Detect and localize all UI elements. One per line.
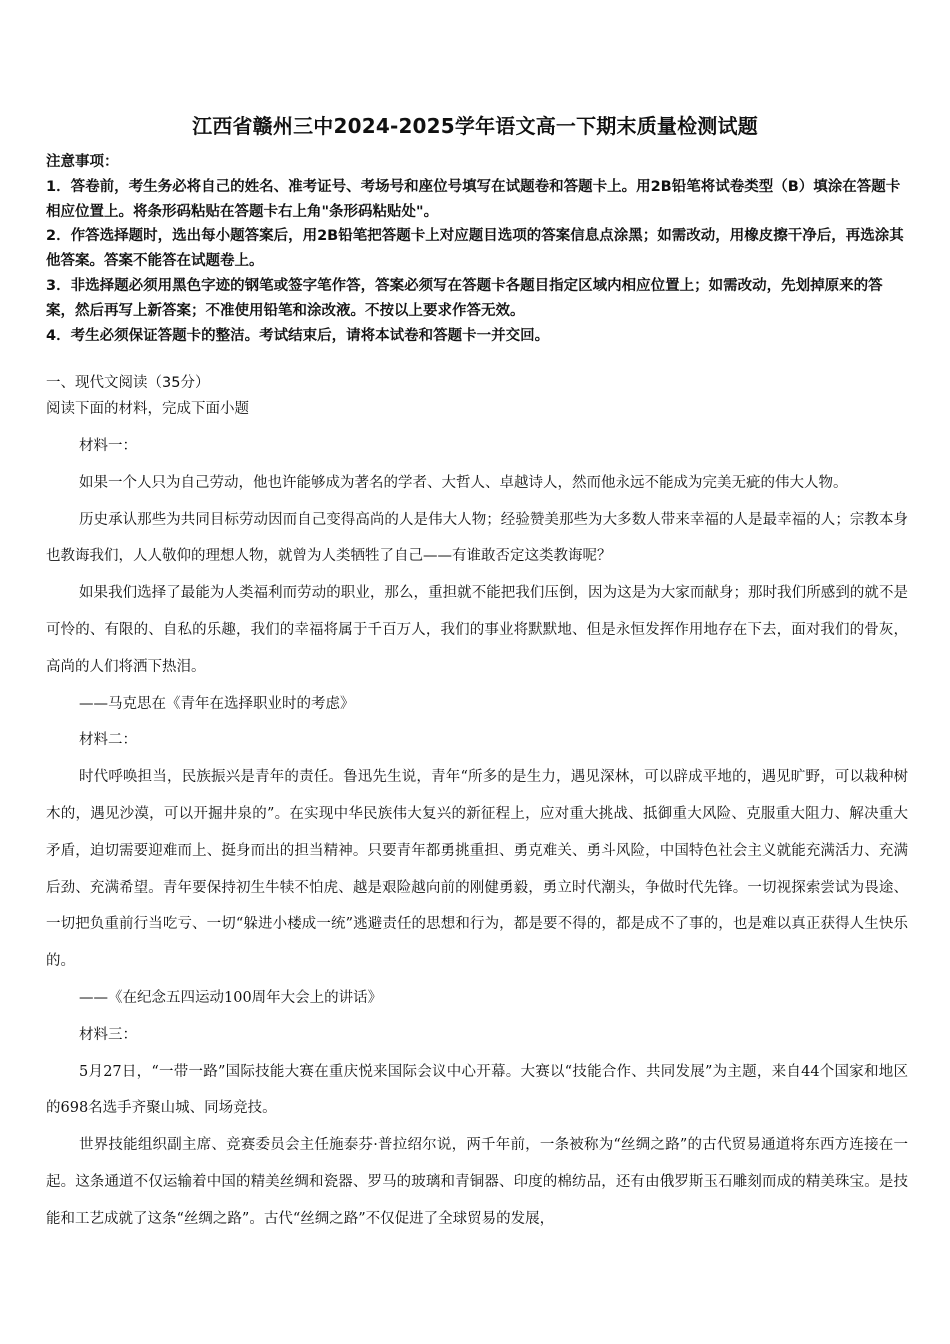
paragraph: 历史承认那些为共同目标劳动因而自己变得高尚的人是伟大人物；经验赞美那些为大多数人带来幸福的人是最幸福的人；宗教本身也教诲我们，人人敬仰的理想人物，就曾为人类牺牲了自己——有谁敢否定这类教诲呢？: [46, 511, 908, 565]
source-citation: ——马克思在《青年在选择职业时的考虑》: [79, 695, 355, 712]
notice-block: [46, 150, 911, 348]
source-citation: ——《在纪念五四运动100周年大会上的讲话》: [79, 989, 383, 1006]
paragraph: 5月27日，“一带一路”国际技能大赛在重庆悦来国际会议中心开幕。大赛以“技能合作、共同发展”为主题，来自44个国家和地区的698名选手齐聚山城、同场竞技。: [46, 1063, 908, 1117]
material-label: 材料三：: [79, 1026, 137, 1043]
paragraph: 如果我们选择了最能为人类福利而劳动的职业，那么，重担就不能把我们压倒，因为这是为大家而献身；那时我们所感到的就不是可怜的、有限的、自私的乐趣，我们的幸福将属于千百万人，我们的事业将默默地、但是永恒发挥作用地存在下去，面对我们的骨灰，高尚的人们将洒下热泪。: [46, 585, 908, 675]
notice-item: 2．作答选择题时，选出每小题答案后，用2B铅笔把答题卡上对应题目选项的答案信息点涂黑；如需改动，用橡皮擦干净后，再选涂其他答案。答案不能答在试题卷上。: [46, 228, 904, 270]
paragraph: 时代呼唤担当，民族振兴是青年的责任。鲁迅先生说，青年“所多的是生力，遇见深林，可以辟成平地的，遇见旷野，可以栽种树木的，遇见沙漠，可以开掘井泉的”。在实现中华民族伟大复兴的新征程上，应对重大挑战、抵御重大风险、克服重大阻力、解决重大矛盾，迫切需要迎难而上、挺身而出的担当精神。只要青年都勇挑重担、勇克难关、勇斗风险，中国特色社会主义就能充满活力、充满后劲、充满希望。青年要保持初生牛犊不怕虎、越是艰险越向前的刚健勇毅，勇立时代潮头，争做时代先锋。一切视探索尝试为畏途、一切把负重前行当吃亏、一切“躲进小楼成一统”逃避责任的思想和行为，都是要不得的，都是成不了事的，也是难以真正获得人生快乐的。: [46, 769, 908, 970]
material-label: 材料二：: [79, 732, 137, 749]
notice-heading: 注意事项：: [46, 154, 119, 170]
page-title: 江西省赣州三中2024-2025学年语文高一下期末质量检测试题: [192, 114, 758, 138]
section-instruction: 阅读下面的材料，完成下面小题: [46, 401, 249, 417]
paragraph: 世界技能组织副主席、竞赛委员会主任施泰芬·普拉绍尔说，两千年前，一条被称为“丝绸之路”的古代贸易通道将东西方连接在一起。这条通道不仅运输着中国的精美丝绸和瓷器、罗马的玻璃和青铜器、印度的棉纺品，还有由俄罗斯玉石雕刻而成的精美珠宝。是技能和工艺成就了这条“丝绸之路”。古代“丝绸之路”不仅促进了全球贸易的发展，: [46, 1137, 908, 1227]
material-label: 材料一：: [79, 438, 137, 454]
section-title: 一、现代文阅读（35分）: [46, 375, 210, 391]
reading-materials: [46, 428, 908, 1238]
notice-item: 4．考生必须保证答题卡的整洁。考试结束后，请将本试卷和答题卡一并交回。: [46, 327, 550, 344]
paragraph: 如果一个人只为自己劳动，他也许能够成为著名的学者、大哲人、卓越诗人，然而他永远不能成为完美无疵的伟大人物。: [79, 474, 848, 491]
notice-item: 3．非选择题必须用黑色字迹的钢笔或签字笔作答，答案必须写在答题卡各题目指定区域内相应位置上；如需改动，先划掉原来的答案，然后再写上新答案；不准使用铅笔和涂改液。不按以上要求作答无效。: [46, 277, 883, 319]
notice-item: 1．答卷前，考生务必将自己的姓名、准考证号、考场号和座位号填写在试题卷和答题卡上。用2B铅笔将试卷类型（B）填涂在答题卡相应位置上。将条形码粘贴在答题卡右上角"条形码粘贴处"。: [46, 178, 901, 220]
